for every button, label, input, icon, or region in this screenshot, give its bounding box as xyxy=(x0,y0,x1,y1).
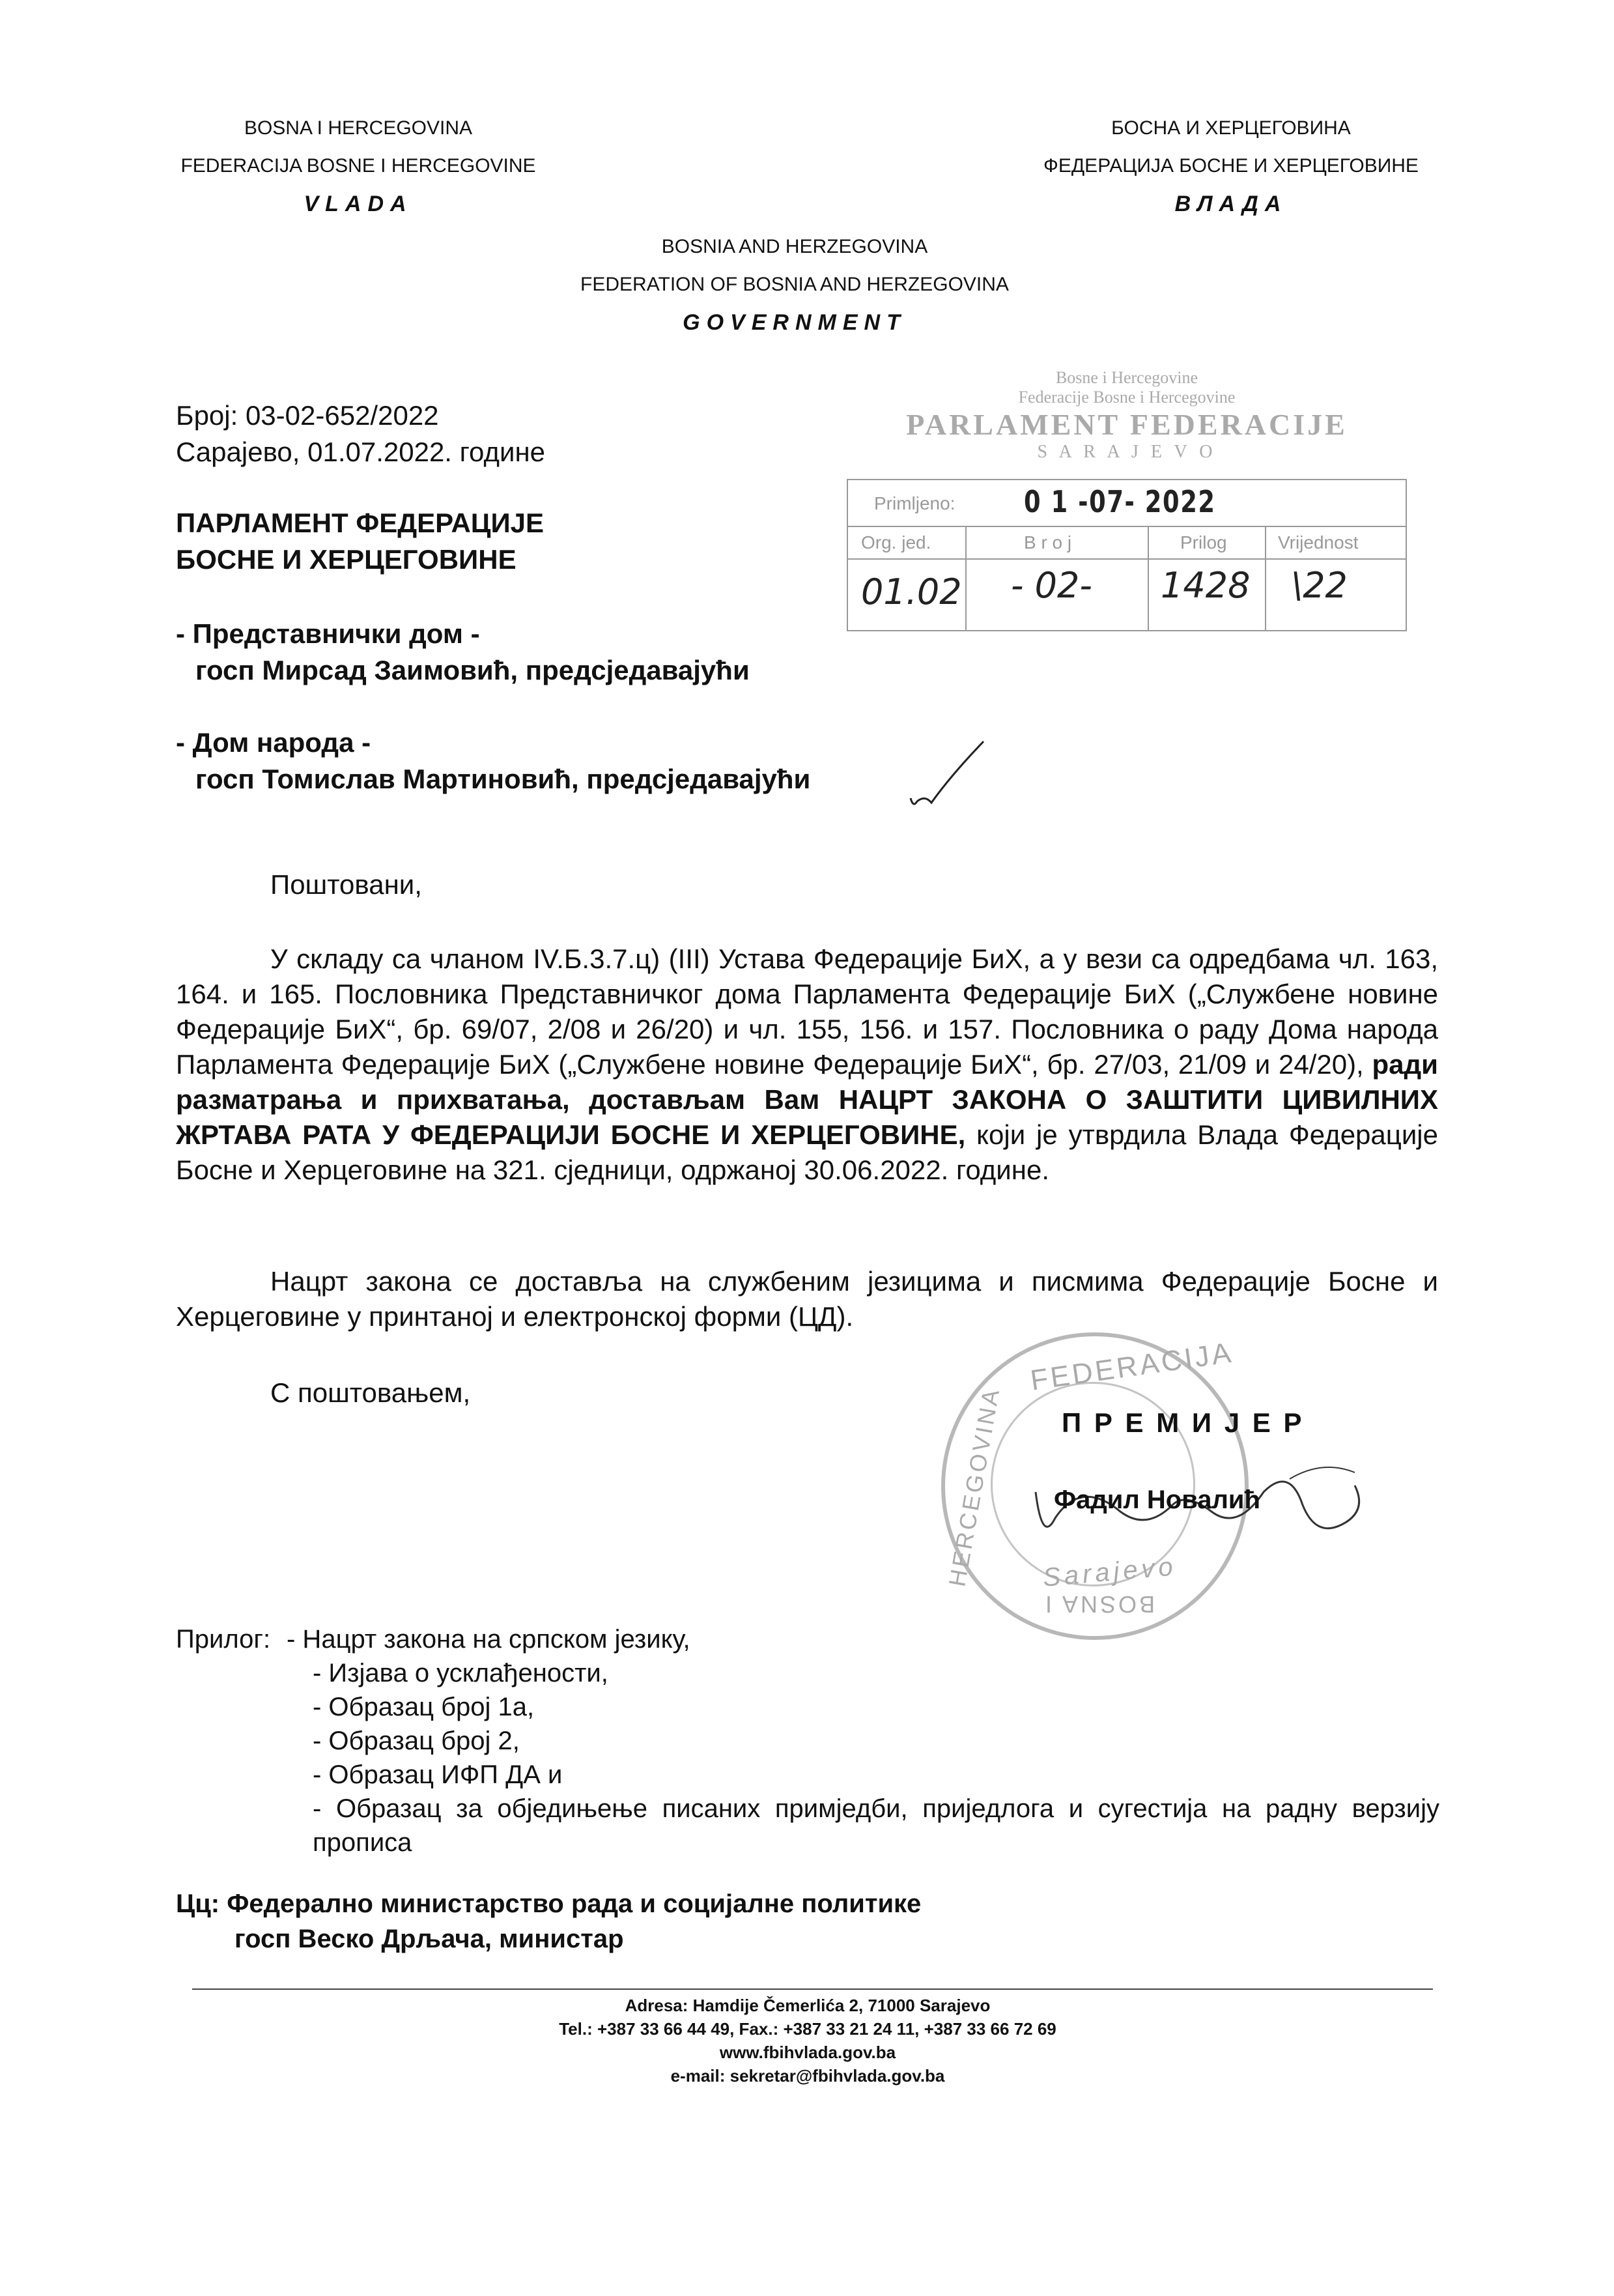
letterhead-center-line2: FEDERATION OF BOSNIA AND HERZEGOVINA xyxy=(580,274,1009,295)
attachment-item: - Нацрт закона на српском језику, xyxy=(287,1625,690,1654)
stamp-line1: Bosne i Hercegovine xyxy=(1055,368,1198,387)
house1-person: госп Мирсад Заимовић, предсједавајући xyxy=(195,655,750,685)
recipient-block xyxy=(176,505,544,578)
stamp-line2: Federacije Bosne i Hercegovine xyxy=(1018,388,1236,407)
received-stamp xyxy=(847,368,1407,642)
salutation: Поштовани, xyxy=(270,869,422,900)
letterhead-center-line3: GOVERNMENT xyxy=(683,310,907,335)
letterhead-right xyxy=(1016,109,1446,223)
stamp-received-label: Primljeno: xyxy=(874,493,956,513)
stamp-val-broj: - 02- xyxy=(1011,565,1092,606)
house1-block xyxy=(176,616,750,689)
stamp-col-vrijednost: Vrijednost xyxy=(1278,532,1359,552)
seal-text-center: Sarajevo xyxy=(1041,1552,1178,1592)
letterhead-center-line1: BOSNIA AND HERZEGOVINA xyxy=(661,236,928,257)
stamp-line4: S A R A J E V O xyxy=(1037,442,1217,462)
stamp-col-prilog: Prilog xyxy=(1180,532,1227,552)
cc-label: Цц: xyxy=(176,1889,220,1918)
letterhead-left-line1: BOSNA I HERCEGOVINA xyxy=(244,117,473,139)
body-paragraph-1 xyxy=(176,941,1438,1188)
footer-web: www.fbihvlada.gov.ba xyxy=(719,2043,896,2062)
recipient-line1: ПАРЛАМЕНТ ФЕДЕРАЦИЈЕ xyxy=(176,508,545,538)
stamp-table xyxy=(847,479,1407,631)
signature-title: П Р Е М И Ј Е Р xyxy=(1062,1407,1305,1438)
stamp-val-vrijednost: \22 xyxy=(1291,565,1348,606)
cc-line1: Федерално министарство рада и социјалне политике xyxy=(227,1889,922,1918)
attachment-item: - Образац број 2, xyxy=(313,1727,520,1755)
footer-address: Adresa: Hamdije Čemerlića 2, 71000 Sarajevo xyxy=(625,1996,991,2015)
attachment-item: - Образац ИФП ДА и xyxy=(313,1760,563,1789)
letterhead-right-line3: ВЛАДА xyxy=(1174,192,1288,216)
house2-title: - Дом народа - xyxy=(176,727,371,758)
attachment-item: - Образац број 1а, xyxy=(313,1693,535,1721)
stamp-header xyxy=(886,368,1368,463)
stamp-line3: PARLAMENT FEDERACIJE xyxy=(906,408,1348,441)
stamp-val-prilog: 1428 xyxy=(1161,565,1251,606)
closing: С поштовањем, xyxy=(270,1377,471,1408)
checkmark-icon xyxy=(905,736,990,814)
cc-block xyxy=(176,1886,921,1957)
attachment-item: - Изјава о усклађености, xyxy=(313,1659,608,1687)
p1-text-b: који је утврдила Влада Федерације Босне и Херцеговине на 321. сједници, одржаној 30.06.2022. године. xyxy=(176,1119,1438,1185)
seal-text-left: HERCEGOVINA xyxy=(943,1385,1005,1589)
stamp-col-org: Org. jed. xyxy=(861,532,931,552)
attachment-item: - Образац за обједињење писаних примједби, приједлога и сугестија на радну верзију прописа xyxy=(313,1794,1439,1857)
recipient-line2: БОСНЕ И ХЕРЦЕГОВИНЕ xyxy=(176,544,517,575)
stamp-val-org: 01.02 xyxy=(861,571,962,612)
footer-divider xyxy=(192,1988,1433,1990)
signature-name: Фадил Новалић xyxy=(1054,1485,1260,1514)
letterhead-right-line1: БОСНА И ХЕРЦЕГОВИНА xyxy=(1111,117,1351,139)
footer xyxy=(417,1994,1198,2088)
footer-phones: Tel.: +387 33 66 44 49, Fax.: +387 33 21 24 11, +387 33 66 72 69 xyxy=(559,2019,1056,2039)
attachments-list xyxy=(287,1622,1439,1859)
body-paragraph-2: Нацрт закона се доставља на службеним језицима и писмима Федерације Босне и Херцеговине у принтаној и електронској форми (ЦД). xyxy=(176,1266,1438,1332)
stamp-col-broj: B r o j xyxy=(1024,532,1072,552)
p1-text-bold: ради разматрања и прихватања, достављам Вам НАЦРТ ЗАКОНА О ЗАШТИТИ ЦИВИЛНИХ ЖРТАВА РАТА У ФЕДЕРАЦИЈИ БОСНЕ И ХЕРЦЕГОВИНЕ, xyxy=(176,1049,1438,1150)
letterhead-left xyxy=(150,109,567,223)
reference-number: Број: 03-02-652/2022 xyxy=(176,400,439,431)
house1-title: - Представнички дом - xyxy=(176,618,480,649)
seal-text-top: FEDERACIJA xyxy=(1028,1336,1236,1397)
attachments-label: Прилог: xyxy=(176,1625,271,1654)
seal-text-bottom: BOSNA I xyxy=(1043,1591,1155,1618)
house2-person: госп Томислав Мартиновић, предсједавајући xyxy=(195,764,811,794)
cc-line2: госп Веско Дрљача, министар xyxy=(234,1925,624,1953)
letterhead-center xyxy=(547,228,1042,341)
letterhead-left-line3: VLADA xyxy=(304,192,413,216)
reference-block xyxy=(176,397,545,470)
footer-email: e-mail: sekretar@fbihvlada.gov.ba xyxy=(670,2066,945,2086)
stamp-received-date: 0 1 -07- 2022 xyxy=(1024,484,1216,519)
house2-block xyxy=(176,725,810,797)
letterhead-left-line2: FEDERACIJA BOSNE I HERCEGOVINE xyxy=(180,155,536,177)
p1-text-a: У складу са чланом IV.Б.3.7.ц) (III) Устава Федерације БиХ, а у вези са одредбама чл. 163, 164. и 165. Пословника Представничког дома Парламента Федерације БиХ („Службене новине Федерације БиХ“, бр. 69/07, 2/08 и 26/20) и чл. 155, 156. и 157. Пословника о раду Дома народа Парламента Федерације БиХ („Службене новине Федерације БиХ“, бр. 27/03, 21/09 и 24/20), xyxy=(176,943,1438,1080)
letterhead-right-line2: ФЕДЕРАЦИЈА БОСНЕ И ХЕРЦЕГОВИНЕ xyxy=(1043,155,1419,177)
reference-place-date: Сарајево, 01.07.2022. године xyxy=(176,437,545,467)
